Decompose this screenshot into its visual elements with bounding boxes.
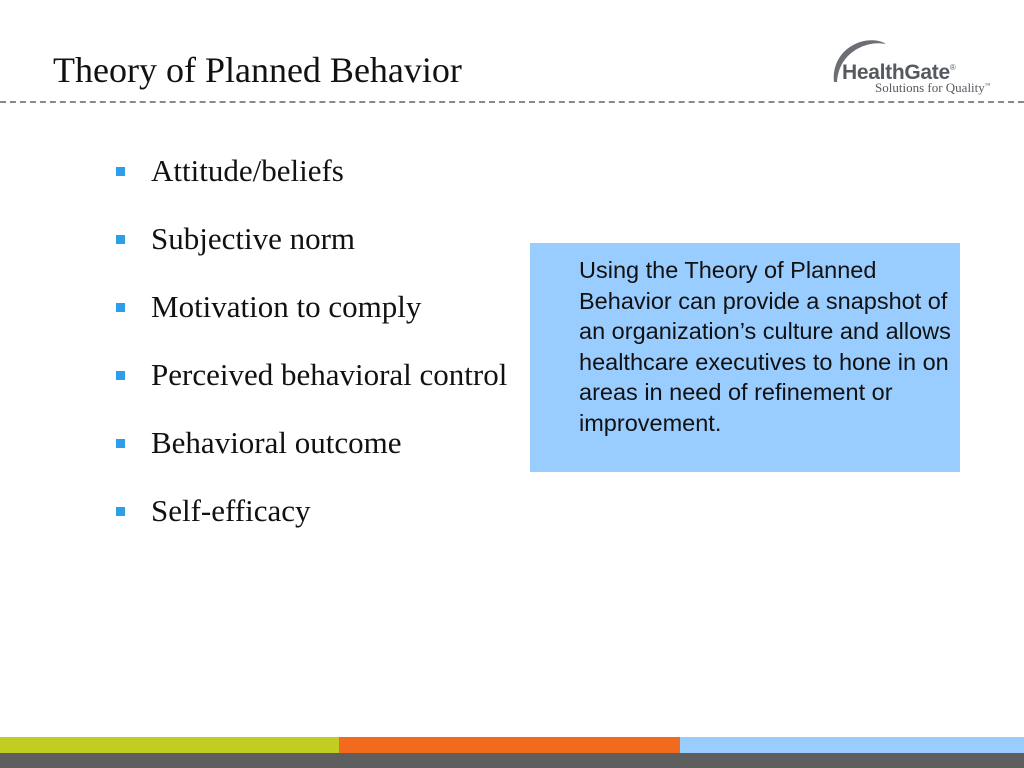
bullet-list [114, 152, 514, 560]
trademark: ™ [984, 83, 991, 89]
bullet-text: Subjective norm [151, 221, 356, 256]
square-bullet-icon [116, 439, 125, 448]
logo-tagline: Solutions for Quality™ [875, 80, 991, 95]
healthgate-logo [826, 36, 1016, 96]
callout-box [530, 243, 960, 472]
bullet-item [114, 424, 514, 462]
footer-segment-green [0, 737, 339, 753]
footer-color-bar [0, 737, 1024, 753]
bullet-text: Perceived behavioral control [151, 357, 508, 392]
bullet-item [114, 220, 514, 258]
logo-name: HealthGate® [842, 61, 956, 84]
square-bullet-icon [116, 371, 125, 380]
bullet-item [114, 288, 514, 326]
title-divider [0, 101, 1024, 103]
bullet-text: Behavioral outcome [151, 425, 402, 460]
footer-base-bar [0, 753, 1024, 768]
square-bullet-icon [116, 167, 125, 176]
bullet-text: Self-efficacy [151, 493, 311, 528]
bullet-item [114, 356, 514, 394]
square-bullet-icon [116, 507, 125, 516]
bullet-text: Attitude/beliefs [151, 153, 344, 188]
footer-segment-orange [339, 737, 680, 753]
footer-segment-blue [680, 737, 1024, 753]
square-bullet-icon [116, 303, 125, 312]
bullet-item [114, 492, 514, 530]
callout-text: Using the Theory of Planned Behavior can provide a snapshot of an organization’s culture and allows healthcare executives to hone in on areas in need of refinement or improvement. [579, 257, 951, 436]
bullet-item [114, 152, 514, 190]
slide-title: Theory of Planned Behavior [53, 50, 462, 90]
bullet-text: Motivation to comply [151, 289, 422, 324]
square-bullet-icon [116, 235, 125, 244]
registered-mark: ® [949, 63, 956, 72]
